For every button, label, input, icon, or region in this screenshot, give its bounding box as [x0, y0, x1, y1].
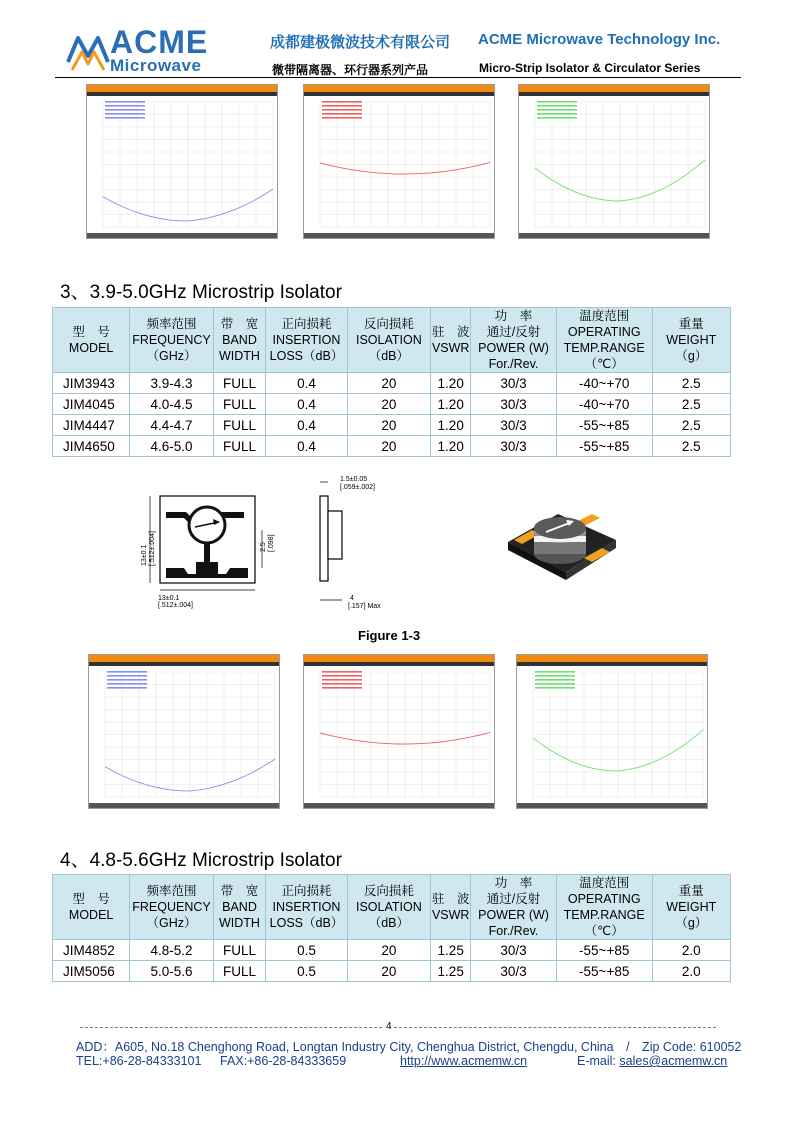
column-header-line: （g）	[675, 349, 708, 363]
table-cell: 20	[347, 394, 430, 415]
table-cell: 30/3	[471, 961, 557, 982]
column-header-line: MODEL	[68, 341, 114, 355]
column-header-line: 温度范围	[579, 309, 630, 323]
table-cell: 20	[347, 961, 430, 982]
table-cell: 2.0	[652, 940, 730, 961]
footer-tel: TEL:+86-28-84333101	[76, 1054, 202, 1068]
column-header	[652, 308, 730, 373]
company-logo	[66, 22, 216, 76]
column-header-line: VSWR	[431, 908, 470, 922]
table-cell: 0.4	[266, 394, 347, 415]
isolation-plot-screenshot	[518, 84, 710, 239]
table-cell: JIM3943	[53, 373, 130, 394]
table-row	[53, 373, 731, 394]
height-dim-inch-label: [.512±.004]	[149, 531, 156, 566]
table-cell: -55~+85	[556, 961, 652, 982]
column-header-line: For./Rev.	[488, 924, 539, 938]
column-header-line: （g）	[675, 916, 708, 930]
table-cell: JIM4650	[53, 436, 130, 457]
table-cell: 30/3	[471, 373, 557, 394]
footer-divider	[80, 1027, 716, 1028]
column-header	[347, 308, 430, 373]
insertion-loss-plot-screenshot	[303, 84, 495, 239]
isolator-product-photo	[500, 492, 620, 597]
column-header-line: WIDTH	[219, 916, 260, 930]
table-cell: FULL	[213, 415, 266, 436]
table-cell: JIM5056	[53, 961, 130, 982]
table-cell: 0.5	[266, 961, 347, 982]
column-header-line: WIDTH	[219, 349, 260, 363]
footer-fax: FAX:+86-28-84333659	[220, 1054, 347, 1068]
column-header	[53, 308, 130, 373]
table-cell: 1.20	[431, 415, 471, 436]
section-4-title: 4、4.8-5.6GHz Microstrip Isolator	[60, 850, 342, 871]
table-cell: 20	[347, 436, 430, 457]
column-header-line: 重量	[678, 884, 704, 898]
table-row	[53, 415, 731, 436]
table-cell: 20	[347, 373, 430, 394]
table-cell: JIM4852	[53, 940, 130, 961]
table-cell: 30/3	[471, 940, 557, 961]
table-cell: -40~+70	[556, 394, 652, 415]
table-cell: 4.8-5.2	[130, 940, 213, 961]
total-height-label: 4	[350, 595, 354, 602]
table-cell: 3.9-4.3	[130, 373, 213, 394]
table-cell: 20	[347, 940, 430, 961]
column-header	[556, 308, 652, 373]
logo-subtitle: Microwave	[110, 56, 202, 75]
vswr-plot-screenshot	[86, 84, 278, 239]
table-cell: 1.25	[431, 940, 471, 961]
logo-brand: ACME	[110, 24, 209, 60]
logo-mark-icon	[66, 22, 110, 76]
column-header-line: （dB）	[368, 349, 410, 363]
column-header	[213, 875, 266, 940]
table-cell: JIM4447	[53, 415, 130, 436]
thickness-dim-inch-label: [.059±.002]	[340, 484, 375, 491]
column-header	[431, 875, 471, 940]
column-header-line: ISOLATION	[356, 900, 422, 914]
column-header-line: For./Rev.	[488, 357, 539, 371]
series-name-en: Micro-Strip Isolator & Circulator Series	[479, 61, 701, 75]
column-header-line: 型 号	[72, 325, 110, 339]
column-header-line: （GHz）	[146, 349, 197, 363]
column-header	[266, 308, 347, 373]
column-header	[431, 308, 471, 373]
table-cell: 2.0	[652, 961, 730, 982]
column-header	[130, 308, 213, 373]
column-header-line: 带 宽	[220, 884, 259, 898]
column-header-line: INSERTION	[272, 333, 341, 347]
column-header-line: TEMP.RANGE	[563, 341, 645, 355]
table-cell: 0.4	[266, 373, 347, 394]
width-dim-label: 13±0.1	[158, 595, 180, 602]
thickness-dim-label: 1.5±0.05	[340, 476, 368, 483]
column-header	[130, 875, 213, 940]
table-cell: FULL	[213, 394, 266, 415]
column-header-line: 型 号	[72, 892, 110, 906]
figure-caption: Figure 1-3	[358, 628, 421, 643]
column-header	[556, 875, 652, 940]
table-row	[53, 436, 731, 457]
header-divider	[55, 77, 741, 78]
column-header-line: 重量	[678, 317, 704, 331]
section-3-title: 3、3.9-5.0GHz Microstrip Isolator	[60, 282, 342, 303]
column-header-line: （℃）	[584, 357, 624, 371]
column-header-line: TEMP.RANGE	[563, 908, 645, 922]
table-cell: 4.0-4.5	[130, 394, 213, 415]
total-height-inch-label: [.157] Max	[348, 603, 381, 610]
page-number: 4	[386, 1021, 392, 1032]
column-header	[652, 875, 730, 940]
company-name-cn: 成都建极微波技术有限公司	[270, 34, 451, 51]
column-header-line: OPERATING	[567, 325, 641, 339]
table-cell: FULL	[213, 436, 266, 457]
table-cell: -40~+70	[556, 373, 652, 394]
footer-website-link[interactable]: http://www.acmemw.cn	[400, 1054, 528, 1068]
table-cell: 2.5	[652, 394, 730, 415]
column-header-line: 功 率	[494, 876, 533, 890]
column-header-line: 驻 波	[431, 892, 470, 906]
column-header-line: （dB）	[368, 916, 410, 930]
table-cell: FULL	[213, 961, 266, 982]
column-header-line: 通过/反射	[486, 325, 541, 339]
column-header-line: 频率范围	[146, 884, 197, 898]
column-header-line: BAND	[222, 333, 257, 347]
column-header-line: WEIGHT	[666, 900, 717, 914]
column-header-line: FREQUENCY	[132, 900, 211, 914]
column-header	[471, 308, 557, 373]
column-header-line: ISOLATION	[356, 333, 422, 347]
table-row	[53, 394, 731, 415]
section-4-spec-table	[52, 874, 731, 982]
table-cell: 4.4-4.7	[130, 415, 213, 436]
table-cell: 5.0-5.6	[130, 961, 213, 982]
table-cell: 2.5	[652, 436, 730, 457]
table-cell: JIM4045	[53, 394, 130, 415]
footer-address: ADD：A605, No.18 Chenghong Road, Longtan Industry City, Chenghua District, Chengdu, China / Zip Code: 610052	[76, 1040, 742, 1054]
mechanical-drawing	[140, 470, 390, 615]
column-header-line: INSERTION	[272, 900, 341, 914]
insertion-loss-plot-screenshot-2	[303, 654, 495, 809]
company-name-en: ACME Microwave Technology Inc.	[478, 31, 721, 48]
column-header-line: （℃）	[584, 924, 624, 938]
height-dim-label: 13±0.1	[141, 544, 148, 566]
column-header-line: WEIGHT	[666, 333, 717, 347]
table-cell: -55~+85	[556, 415, 652, 436]
table-cell: 20	[347, 415, 430, 436]
column-header-line: （GHz）	[146, 916, 197, 930]
column-header-line: LOSS（dB）	[269, 349, 344, 363]
table-cell: 1.20	[431, 373, 471, 394]
section-3-spec-table	[52, 307, 731, 457]
series-name-cn: 微带隔离器、环行器系列产品	[272, 63, 429, 77]
column-header-line: POWER (W)	[478, 908, 549, 922]
table-cell: 1.20	[431, 394, 471, 415]
table-row	[53, 940, 731, 961]
table-cell: 0.4	[266, 436, 347, 457]
table-cell: 0.4	[266, 415, 347, 436]
column-header-line: LOSS（dB）	[269, 916, 344, 930]
column-header-line: OPERATING	[567, 892, 641, 906]
table-cell: -55~+85	[556, 940, 652, 961]
column-header	[266, 875, 347, 940]
footer-email-link[interactable]: sales@acmemw.cn	[619, 1054, 728, 1068]
pad-dim-inch-label: [.098]	[268, 534, 275, 552]
table-cell: 30/3	[471, 436, 557, 457]
table-cell: 30/3	[471, 394, 557, 415]
column-header-line: 正向损耗	[281, 317, 332, 331]
vswr-plot-screenshot-2	[88, 654, 280, 809]
table-cell: 1.20	[431, 436, 471, 457]
column-header	[53, 875, 130, 940]
column-header-line: 功 率	[494, 309, 533, 323]
column-header-line: 反向损耗	[363, 884, 414, 898]
column-header-line: 温度范围	[579, 876, 630, 890]
column-header-line: 通过/反射	[486, 892, 541, 906]
table-row	[53, 961, 731, 982]
table-cell: 4.6-5.0	[130, 436, 213, 457]
column-header-line: BAND	[222, 900, 257, 914]
table-cell: FULL	[213, 940, 266, 961]
table-cell: -55~+85	[556, 436, 652, 457]
column-header-line: 频率范围	[146, 317, 197, 331]
column-header	[471, 875, 557, 940]
column-header-line: 正向损耗	[281, 884, 332, 898]
table-cell: FULL	[213, 373, 266, 394]
isolation-plot-screenshot-2	[516, 654, 708, 809]
table-cell: 0.5	[266, 940, 347, 961]
table-cell: 2.5	[652, 373, 730, 394]
column-header-line: 带 宽	[220, 317, 259, 331]
table-cell: 30/3	[471, 415, 557, 436]
column-header-line: POWER (W)	[478, 341, 549, 355]
column-header-line: FREQUENCY	[132, 333, 211, 347]
column-header-line: 驻 波	[431, 325, 470, 339]
column-header-line: MODEL	[68, 908, 114, 922]
column-header	[213, 308, 266, 373]
table-cell: 2.5	[652, 415, 730, 436]
column-header	[347, 875, 430, 940]
footer-email-label: E-mail:	[577, 1054, 616, 1068]
table-cell: 1.25	[431, 961, 471, 982]
pad-dim-label: 2.5	[260, 542, 267, 552]
width-dim-inch-label: [.512±.004]	[158, 602, 193, 609]
column-header-line: VSWR	[431, 341, 470, 355]
column-header-line: 反向损耗	[363, 317, 414, 331]
